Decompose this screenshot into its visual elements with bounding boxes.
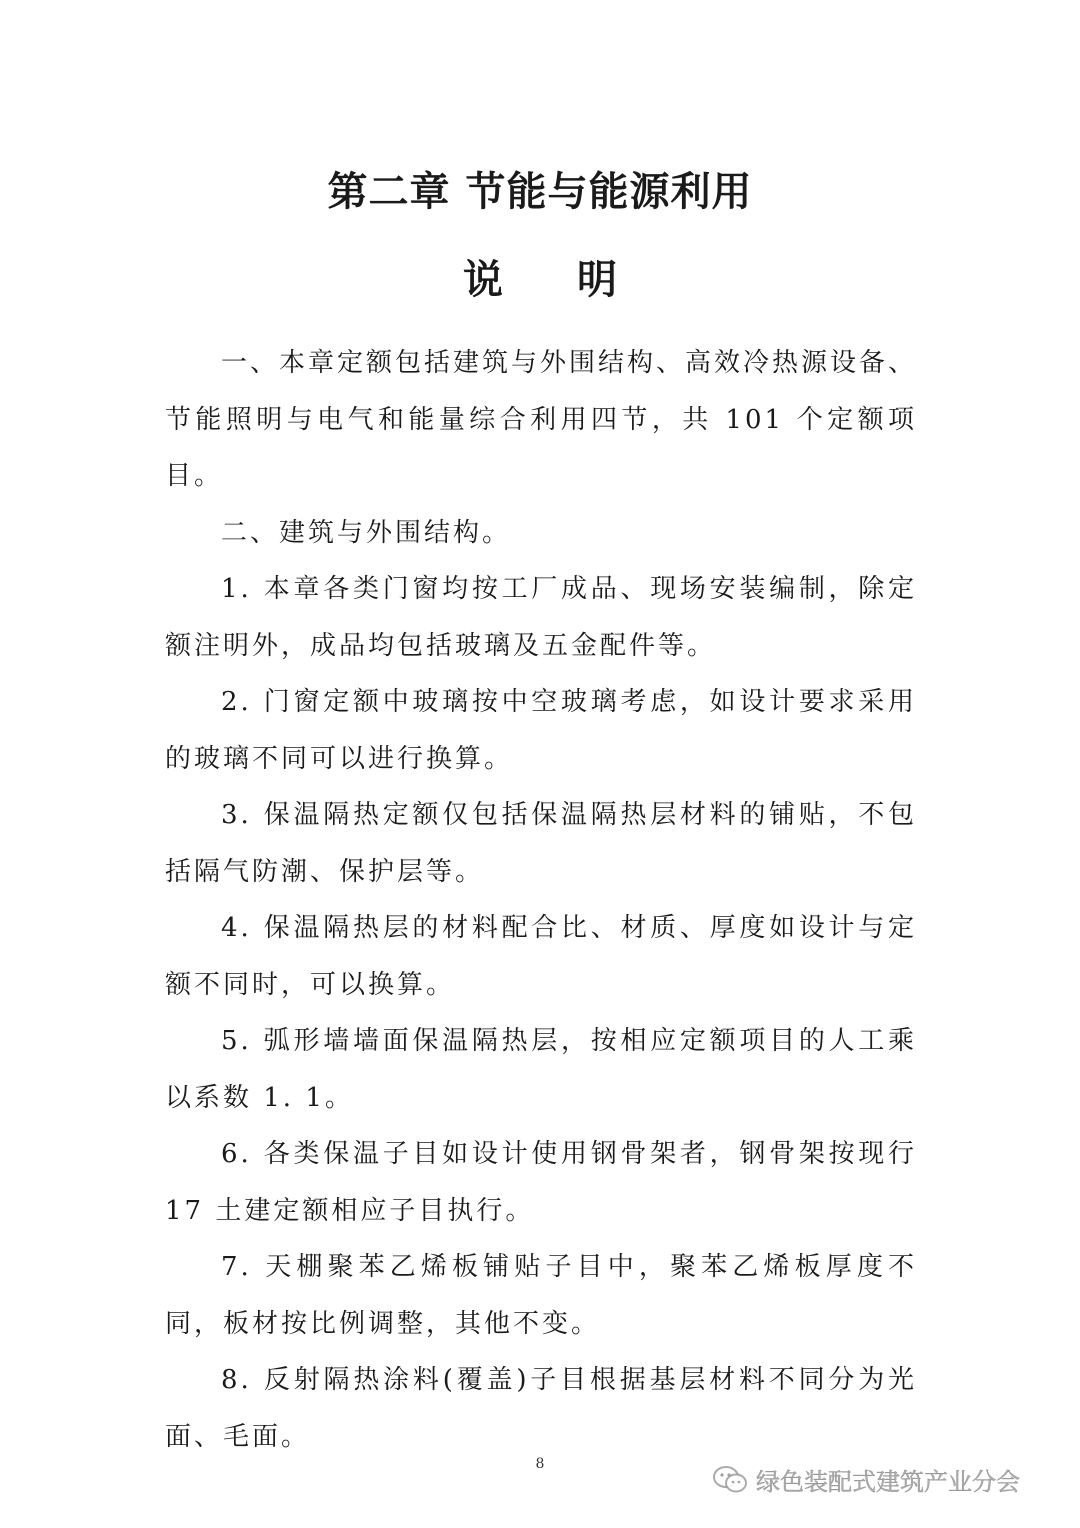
- watermark-text: 绿色装配式建筑产业分会: [756, 1468, 1020, 1496]
- section-title: 说明: [463, 257, 691, 303]
- paragraph: 1. 本章各类门窗均按工厂成品、现场安装编制，除定额注明外，成品均包括玻璃及五金配件等。: [165, 574, 917, 661]
- paragraph: 6. 各类保温子目如设计使用钢骨架者，钢骨架按现行 17 土建定额相应子目执行。: [165, 1139, 917, 1226]
- paragraph: 2. 门窗定额中玻璃按中空玻璃考虑，如设计要求采用的玻璃不同可以进行换算。: [165, 687, 917, 774]
- paragraph: 7. 天棚聚苯乙烯板铺贴子目中，聚苯乙烯板厚度不同，板材按比例调整，其他不变。: [165, 1252, 917, 1339]
- paragraph: 二、建筑与外围结构。: [221, 517, 512, 548]
- body-text: [165, 335, 917, 1465]
- paragraph: 4. 保温隔热层的材料配合比、材质、厚度如设计与定额不同时，可以换算。: [165, 913, 917, 1000]
- wechat-icon: [712, 1465, 748, 1495]
- chapter-title: 第二章 节能与能源利用: [327, 169, 753, 215]
- paragraph: 5. 弧形墙墙面保温隔热层，按相应定额项目的人工乘以系数 1. 1。: [165, 1026, 917, 1113]
- watermark: [712, 1462, 1020, 1497]
- paragraph: 一、本章定额包括建筑与外围结构、高效冷热源设备、节能照明与电气和能量综合利用四节，共 101 个定额项目。: [165, 348, 918, 491]
- paragraph: 8. 反射隔热涂料(覆盖)子目根据基层材料不同分为光面、毛面。: [165, 1365, 917, 1452]
- paragraph: 3. 保温隔热定额仅包括保温隔热层材料的铺贴，不包括隔气防潮、保护层等。: [165, 800, 917, 887]
- page-number: 8: [535, 1456, 545, 1472]
